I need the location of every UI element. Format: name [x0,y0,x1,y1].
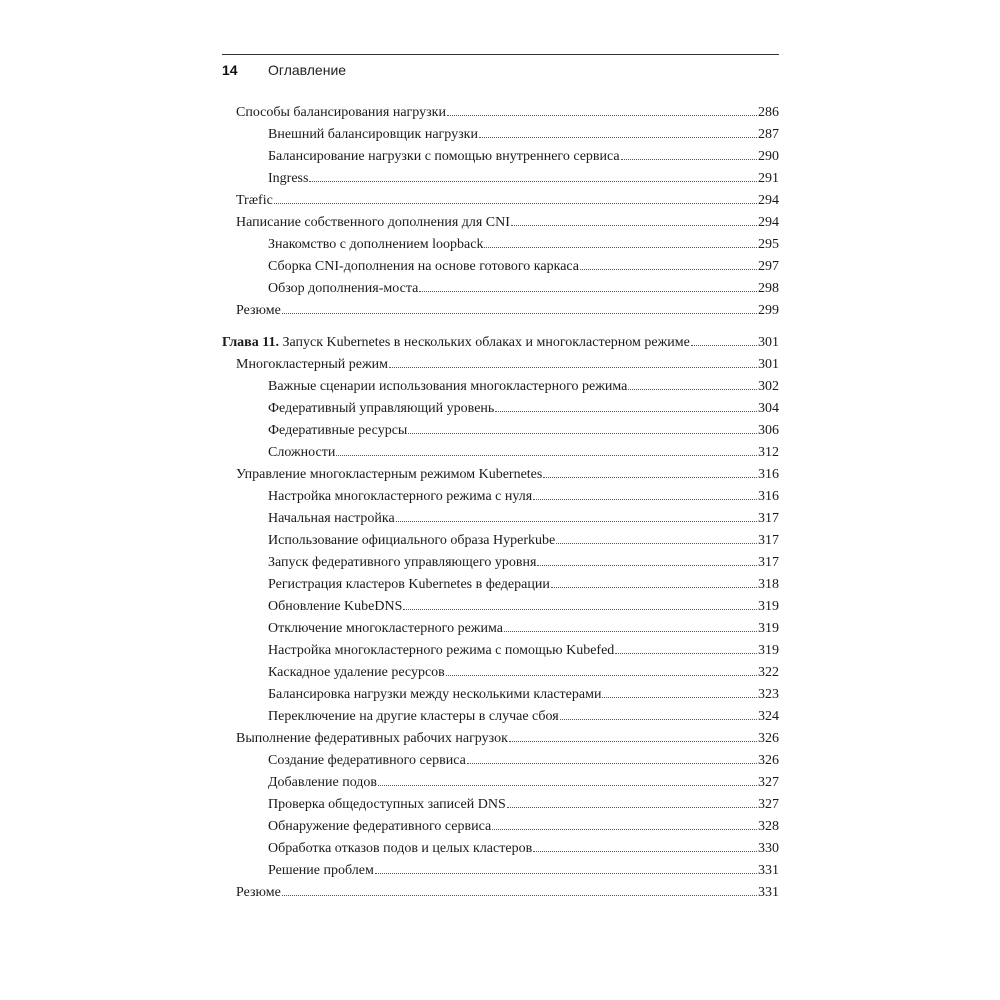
toc-entry-page: 327 [758,775,779,790]
toc-entry [236,192,779,210]
toc-entry-page: 317 [758,555,779,570]
toc-entry-page: 331 [758,863,779,878]
dot-leader [282,313,757,314]
toc-entry-title: Проверка общедоступных записей DNS [268,797,506,812]
toc-entry-page: 326 [758,753,779,768]
toc-entry [268,532,779,550]
toc-entry-page: 299 [758,303,779,318]
dot-leader [419,291,757,292]
chapter-title: Запуск Kubernetes в нескольких облаках и многокластерном режиме [282,335,690,350]
dot-leader [495,411,757,412]
toc-entry-title: Обзор дополнения-моста [268,281,419,296]
dot-leader [533,499,757,500]
toc-entry-title: Регистрация кластеров Kubernetes в федерации [268,577,550,592]
toc-entry-title: Резюме [236,885,281,900]
toc-entry-page: 291 [758,171,779,186]
toc-entry-page: 294 [758,215,779,230]
dot-leader [492,829,757,830]
toc-entry-title: Переключение на другие кластеры в случае сбоя [268,709,559,724]
toc-entry-title: Выполнение федеративных рабочих нагрузок [236,731,508,746]
toc-entry-title: Балансировка нагрузки между несколькими кластерами [268,687,602,702]
toc-entry-title: Настройка многокластерного режима с помощью Kubefed [268,643,615,658]
dot-leader [551,587,757,588]
toc-entry-title: Ingress [268,171,309,186]
dot-leader [274,203,757,204]
toc-entry [268,148,779,166]
toc-entry-page: 295 [758,237,779,252]
toc-entry-page: 304 [758,401,779,416]
toc-entry-page: 322 [758,665,779,680]
toc-entry-title: Сборка CNI-дополнения на основе готового каркаса [268,259,580,274]
toc-entry-title: Сложности [268,445,336,460]
dot-leader [309,181,757,182]
toc-entry-title: Создание федеративного сервиса [268,753,466,768]
toc-entry-page: 323 [758,687,779,702]
toc-entry [268,686,779,704]
toc-entry-page: 316 [758,467,779,482]
toc-entry [268,510,779,528]
toc-entry-title: Настройка многокластерного режима с нуля [268,489,533,504]
toc-entry [268,236,779,254]
dot-leader [282,895,757,896]
toc-entry-page: 316 [758,489,779,504]
toc-entry [268,862,779,880]
toc-entry-page: 312 [758,445,779,460]
toc-entry-page: 327 [758,797,779,812]
toc-entry-page: 326 [758,731,779,746]
toc-entry [268,554,779,572]
toc-entry-page: 298 [758,281,779,296]
toc-entry [236,730,779,748]
dot-leader [447,115,757,116]
toc-entry-title: Начальная настройка [268,511,395,526]
toc-entry [236,356,779,374]
toc-entry [236,466,779,484]
dot-leader [504,631,757,632]
dot-leader [484,247,757,248]
toc-entry-title: Решение проблем [268,863,374,878]
toc-entry-page: 331 [758,885,779,900]
dot-leader [580,269,757,270]
toc-entry [268,774,779,792]
dot-leader [403,609,757,610]
toc-entry [268,620,779,638]
toc-entry-title: Добавление подов [268,775,378,790]
toc-entry-page: 290 [758,149,779,164]
toc-entry-title: Каскадное удаление ресурсов [268,665,445,680]
toc-entry-title: Резюме [236,303,281,318]
toc-entry-page: 297 [758,259,779,274]
toc-entry [236,104,779,122]
running-title: Оглавление [268,62,347,78]
toc-entry [268,840,779,858]
toc-entry [268,576,779,594]
toc-entry-page: 286 [758,105,779,120]
toc-entry [268,642,779,660]
toc-entry [268,280,779,298]
toc-entry [268,422,779,440]
toc-entry-title: Обработка отказов подов и целых кластеров [268,841,533,856]
toc-entry [236,302,779,320]
toc-entry-page: 328 [758,819,779,834]
dot-leader [621,159,757,160]
toc-entry-title: Обнаружение федеративного сервиса [268,819,492,834]
toc-entry [268,818,779,836]
dot-leader [378,785,757,786]
page-number: 14 [222,62,238,78]
toc-entry-page: 301 [758,357,779,372]
dot-leader [537,565,757,566]
toc-entry-page: 324 [758,709,779,724]
toc-entry-title: Способы балансирования нагрузки [236,105,446,120]
dot-leader [556,543,757,544]
dot-leader [533,851,757,852]
toc-entry-title: Написание собственного дополнения для CNI [236,215,510,230]
toc-entry [268,258,779,276]
toc-entry [268,378,779,396]
toc-entry-page: 319 [758,599,779,614]
dot-leader [375,873,757,874]
toc-entry-title: Træfic [236,193,273,208]
toc-entry-title: Федеративный управляющий уровень [268,401,495,416]
toc-entry-page: 287 [758,127,779,142]
dot-leader [511,225,757,226]
toc-entry-title: Знакомство с дополнением loopback [268,237,484,252]
toc-entry [236,884,779,902]
toc-entry-title: Управление многокластерным режимом Kubernetes [236,467,543,482]
dot-leader [446,675,757,676]
dot-leader [560,719,757,720]
toc-entry-page: 306 [758,423,779,438]
toc-entry-title: Многокластерный режим [236,357,389,372]
dot-leader [467,763,757,764]
dot-leader [408,433,757,434]
toc-entry-title: Федеративные ресурсы [268,423,408,438]
dot-leader [479,137,757,138]
toc-entry-title: Балансирование нагрузки с помощью внутреннего сервиса [268,149,620,164]
toc-entry-page: 317 [758,511,779,526]
toc-entry [236,214,779,232]
toc-chapter-entry [222,334,779,352]
dot-leader [507,807,757,808]
dot-leader [396,521,757,522]
toc-entry [268,752,779,770]
toc-entry [268,444,779,462]
toc-entry [268,708,779,726]
toc-entry-page: 318 [758,577,779,592]
toc-entry-page: 294 [758,193,779,208]
dot-leader [543,477,757,478]
dot-leader [509,741,757,742]
dot-leader [691,345,757,346]
toc-entry-page: 302 [758,379,779,394]
toc-entry-title: Использование официального образа Hyperkube [268,533,556,548]
toc-entry [268,488,779,506]
toc-entry [268,598,779,616]
toc-entry [268,126,779,144]
toc-entry-title: Внешний балансировщик нагрузки [268,127,478,142]
toc-entry [268,400,779,418]
dot-leader [628,389,757,390]
toc-entry-page: 319 [758,643,779,658]
toc-entry [268,796,779,814]
toc-entry-title: Важные сценарии использования многокластерного режима [268,379,628,394]
toc-entry [268,664,779,682]
page-header [222,54,779,85]
toc-entry-title: Запуск федеративного управляющего уровня [268,555,537,570]
toc-entry-title [222,334,690,352]
chapter-label: Глава 11. [222,335,279,350]
toc-entry-page: 330 [758,841,779,856]
dot-leader [336,455,757,456]
toc-entry-page: 301 [758,335,779,350]
toc-entry-page: 317 [758,533,779,548]
toc-entry-title: Отключение многокластерного режима [268,621,503,636]
toc-entry-page: 319 [758,621,779,636]
toc-entry-title: Обновление KubeDNS [268,599,403,614]
dot-leader [615,653,757,654]
toc-entry [268,170,779,188]
dot-leader [389,367,757,368]
dot-leader [602,697,757,698]
